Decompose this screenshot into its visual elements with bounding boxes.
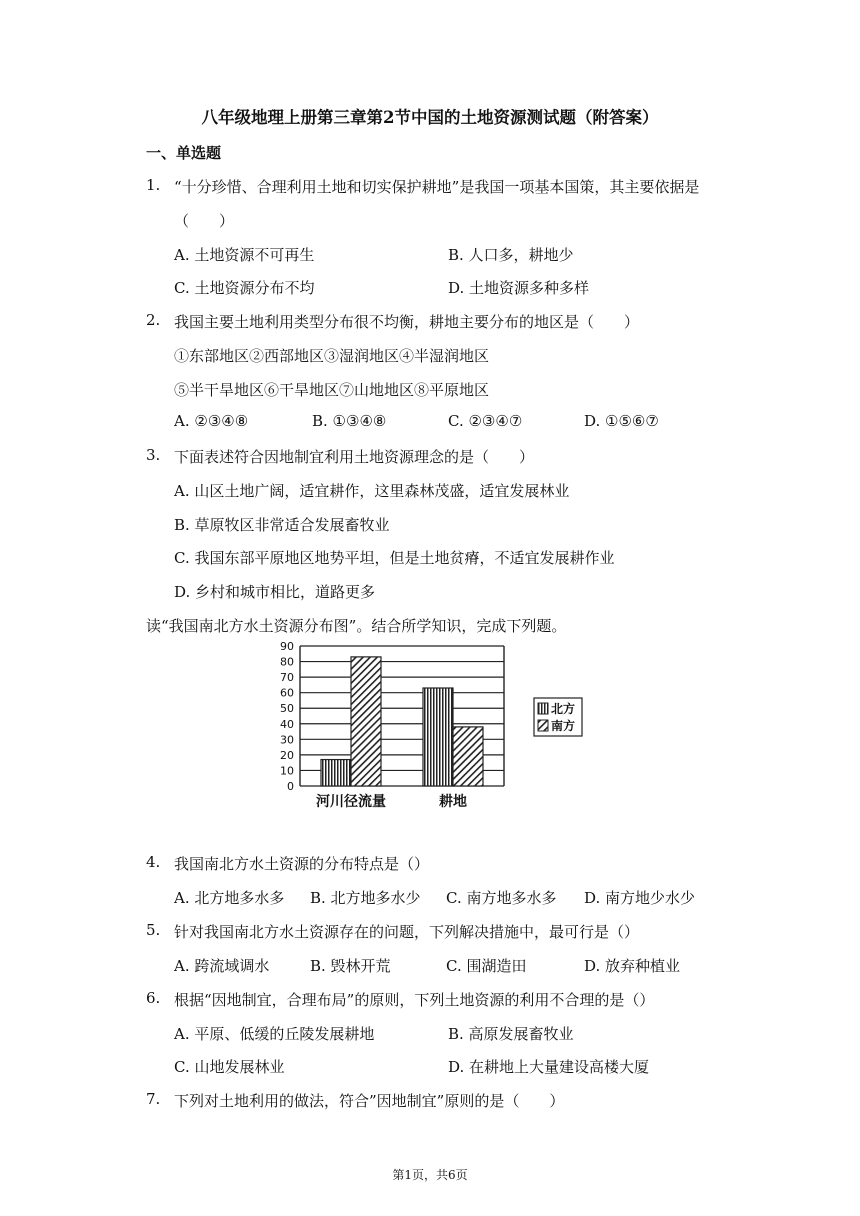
- question-stem: 下面表述符合因地制宜利用土地资源理念的是（ ）: [174, 448, 535, 466]
- option-c: C. 山地发展林业: [174, 1058, 285, 1076]
- y-tick-label: 10: [280, 764, 294, 778]
- option-c: C. 围湖造田: [446, 957, 527, 975]
- option-a: A. ②③④⑧: [174, 412, 249, 430]
- y-tick-label: 0: [287, 780, 294, 793]
- option-d: D. 土地资源多种多样: [448, 279, 590, 297]
- question-number: 2.: [146, 311, 161, 329]
- question-number: 6.: [146, 989, 161, 1007]
- bar-北方: [321, 760, 351, 786]
- option-a: A. 山区土地广阔，适宜耕作，这里森林茂盛，适宜发展林业: [174, 482, 570, 500]
- y-tick-label: 20: [280, 748, 294, 762]
- option-c: C. 我国东部平原地区地势平坦，但是土地贫瘠，不适宜发展耕作业: [174, 549, 615, 567]
- question-line: ⑤半干旱地区⑥干旱地区⑦山地地区⑧平原地区: [174, 381, 490, 399]
- legend-label: 北方: [551, 702, 576, 716]
- option-b: B. 毁林开荒: [310, 957, 391, 975]
- question-stem: 我国南北方水土资源的分布特点是（）: [174, 855, 430, 873]
- y-tick-label: 30: [280, 733, 294, 747]
- option-b: B. 高原发展畜牧业: [448, 1025, 574, 1043]
- option-a: A. 平原、低缓的丘陵发展耕地: [174, 1025, 375, 1043]
- x-category-label: 河川径流量: [316, 794, 386, 810]
- question-number: 1.: [146, 176, 161, 194]
- option-a: A. 跨流域调水: [174, 957, 270, 975]
- water-land-bar-chart: [268, 638, 598, 816]
- option-d: D. 放弃种植业: [584, 957, 681, 975]
- y-tick-label: 60: [280, 686, 294, 700]
- question-line: ①东部地区②西部地区③湿润地区④半湿润地区: [174, 347, 490, 365]
- page-footer: 第1页，共6页: [392, 1168, 468, 1182]
- bar-北方: [423, 688, 453, 786]
- option-b: B. 人口多，耕地少: [448, 246, 574, 264]
- question-number: 4.: [146, 853, 161, 871]
- y-tick-label: 70: [280, 671, 294, 685]
- question-number: 7.: [146, 1090, 161, 1108]
- option-b: B. 北方地多水少: [310, 889, 421, 907]
- question-stem-continued: （ ）: [174, 212, 235, 230]
- option-a: A. 北方地多水多: [174, 889, 285, 907]
- option-c: C. 南方地多水多: [446, 889, 557, 907]
- question-number: 5.: [146, 921, 161, 939]
- question-stem: 针对我国南北方水土资源存在的问题，下列解决措施中，最可行是（）: [174, 923, 640, 941]
- legend-swatch-南方: [538, 720, 548, 731]
- bar-南方: [351, 657, 381, 786]
- option-c: C. 土地资源分布不均: [174, 279, 315, 297]
- option-d: D. 乡村和城市相比，道路更多: [174, 583, 376, 601]
- reading-intro: 读“我国南北方水土资源分布图”。结合所学知识，完成下列题。: [146, 617, 567, 635]
- x-category-label: 耕地: [439, 794, 467, 810]
- y-tick-label: 80: [280, 655, 294, 669]
- option-d: D. 在耕地上大量建设高楼大厦: [448, 1058, 650, 1076]
- y-tick-label: 50: [280, 702, 294, 716]
- bar-南方: [453, 727, 483, 786]
- question-stem: “十分珍惜、合理利用土地和切实保护耕地”是我国一项基本国策，其主要依据是: [174, 178, 700, 196]
- legend-label: 南方: [551, 719, 576, 733]
- option-b: B. ①③④⑧: [312, 412, 387, 430]
- question-stem: 根据“因地制宜，合理布局”的原则，下列土地资源的利用不合理的是（）: [174, 991, 655, 1009]
- y-tick-label: 40: [280, 717, 294, 731]
- page-title: 八年级地理上册第三章第2节中国的土地资源测试题（附答案）: [201, 108, 659, 127]
- legend-swatch-北方: [538, 703, 548, 714]
- option-c: C. ②③④⑦: [448, 412, 523, 430]
- option-a: A. 土地资源不可再生: [174, 246, 315, 264]
- option-d: D. 南方地少水少: [584, 889, 696, 907]
- y-tick-label: 90: [280, 640, 294, 653]
- question-stem: 我国主要土地利用类型分布很不均衡，耕地主要分布的地区是（ ）: [174, 313, 640, 331]
- option-d: D. ①⑤⑥⑦: [584, 412, 659, 430]
- question-number: 3.: [146, 446, 161, 464]
- question-stem: 下列对土地利用的做法，符合”因地制宜”原则的是（ ）: [174, 1092, 565, 1110]
- section-heading: 一、单选题: [146, 144, 222, 162]
- option-b: B. 草原牧区非常适合发展畜牧业: [174, 516, 390, 534]
